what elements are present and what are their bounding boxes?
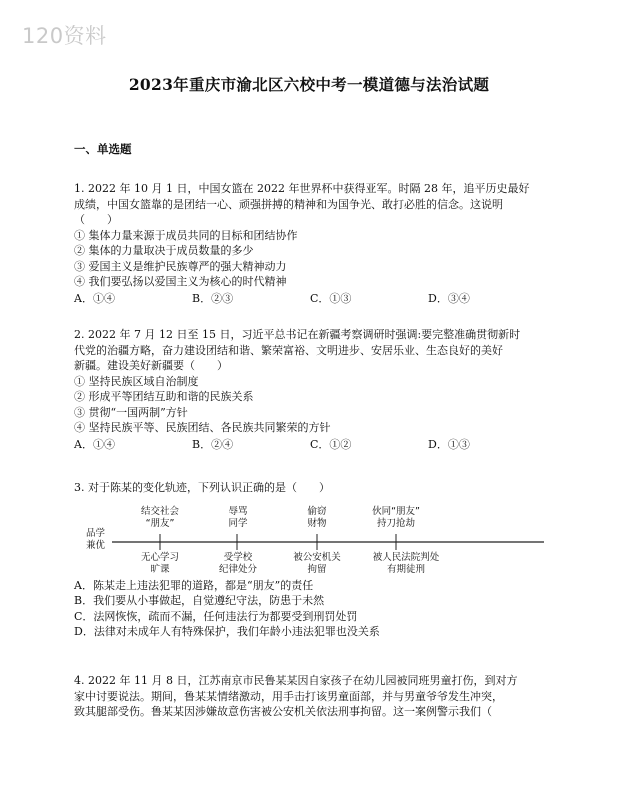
stage-top-1 — [115, 506, 205, 530]
question-line: 4. 2022 年 11 月 8 日，江苏南京市民鲁某某因自家孩子在幼儿园被同班男童打伤，到对方 — [74, 674, 518, 687]
option-c: C．①② — [310, 437, 352, 451]
section-heading: 一、单选题 — [74, 142, 132, 156]
choice-d: D．法律对未成年人有特殊保护，我们年龄小违法犯罪也没关系 — [74, 625, 380, 638]
question-line: 1. 2022 年 10 月 1 日，中国女篮在 2022 年世界杯中获得亚军。时隔 28 年，追平历史最好 — [74, 182, 530, 195]
stage-line: 持刀抢劫 — [376, 517, 415, 529]
question-line: 新疆。建设美好新疆要（ ） — [74, 359, 228, 372]
stage-line: 伙同“朋友” — [372, 505, 420, 517]
stage-bottom-1 — [115, 552, 205, 576]
stage-top-3 — [272, 506, 362, 530]
question-4 — [74, 673, 552, 720]
option-a: A．①④ — [74, 437, 115, 451]
trajectory-diagram — [74, 500, 552, 578]
statement-2: ② 形成平等团结互助和谐的民族关系 — [74, 390, 254, 403]
question-stem: 3. 对于陈某的变化轨迹，下列认识正确的是（ ） — [74, 481, 330, 494]
question-line: 致其腿部受伤。鲁某某因涉嫌故意伤害被公安机关依法刑事拘留。这一案例警示我们（ — [74, 705, 492, 718]
statement-1: ① 坚持民族区域自治制度 — [74, 374, 199, 388]
start-label-line: 兼优 — [86, 539, 106, 551]
statement-3: ③ 爱国主义是维护民族尊严的强大精神动力 — [74, 259, 287, 273]
stage-line: 偷窃 — [307, 505, 327, 517]
stage-line: 辱骂 — [228, 505, 248, 517]
stage-line: 受学校 — [223, 551, 253, 563]
stage-line: 被公安机关 — [293, 551, 341, 563]
stage-line: 结交社会 — [140, 505, 179, 517]
question-line: 代党的治疆方略，奋力建设团结和谐、繁荣富裕、文明进步、安居乐业、生态良好的美好 — [74, 343, 503, 357]
stage-line: 无心学习 — [140, 551, 179, 563]
stage-line: 有期徒刑 — [386, 563, 425, 575]
stage-bottom-4 — [354, 552, 458, 576]
question-line: 家中讨要说法。期间，鲁某某情绪激动，用手击打该男童面部，并与男童爷爷发生冲突， — [74, 689, 503, 703]
stage-line: 同学 — [228, 517, 248, 529]
stage-line: “朋友” — [145, 517, 175, 529]
statement-4: ④ 我们要弘扬以爱国主义为核心的时代精神 — [74, 275, 287, 288]
start-label-line: 品学 — [86, 527, 106, 539]
question-2 — [74, 327, 552, 452]
stage-line: 财物 — [307, 517, 327, 529]
question-line: （ ） — [74, 213, 118, 226]
stage-top-4 — [351, 506, 441, 530]
answer-options — [74, 437, 552, 453]
statement-4: ④ 坚持民族平等、民族团结、各民族共同繁荣的方针 — [74, 421, 331, 434]
choice-c: C．法网恢恢，疏而不漏，任何违法行为都要受到刑罚处罚 — [74, 609, 358, 623]
stage-bottom-2 — [193, 552, 283, 576]
question-line: 2. 2022 年 7 月 12 日至 15 日，习近平总书记在新疆考察调研时强调:要完整准确贯彻新时 — [74, 328, 521, 341]
statement-1: ① 集体力量来源于成员共同的目标和团结协作 — [74, 228, 298, 242]
option-b: B．②③ — [192, 291, 234, 305]
stage-bottom-3 — [272, 552, 362, 576]
statement-3: ③ 贯彻“一国两制”方针 — [74, 405, 188, 419]
question-3 — [74, 480, 552, 640]
page-title: 2023年重庆市渝北区六校中考一模道德与法治试题 — [128, 75, 490, 94]
option-c: C．①③ — [310, 291, 352, 305]
answer-options — [74, 291, 552, 307]
stage-line: 纪律处分 — [218, 563, 257, 575]
stage-line: 旷课 — [150, 563, 170, 575]
option-a: A．①④ — [74, 291, 115, 305]
question-line: 成绩，中国女篮靠的是团结一心、顽强拼搏的精神和为国争光、敢打必胜的信念。这说明 — [74, 197, 503, 211]
option-d: D．①③ — [428, 437, 470, 451]
stage-line: 拘留 — [307, 563, 327, 575]
watermark: 120资料 — [22, 24, 107, 48]
start-label — [86, 528, 105, 552]
question-1 — [74, 181, 552, 306]
statement-2: ② 集体的力量取决于成员数量的多少 — [74, 244, 254, 257]
option-d: D．③④ — [428, 291, 470, 305]
stage-line: 被人民法院判处 — [372, 551, 440, 563]
choice-b: B．我们要从小事做起，自觉遵纪守法，防患于未然 — [74, 594, 325, 607]
stage-top-2 — [193, 506, 283, 530]
option-b: B．②④ — [192, 437, 234, 451]
choice-a: A．陈某走上违法犯罪的道路，都是“朋友”的责任 — [74, 578, 314, 592]
